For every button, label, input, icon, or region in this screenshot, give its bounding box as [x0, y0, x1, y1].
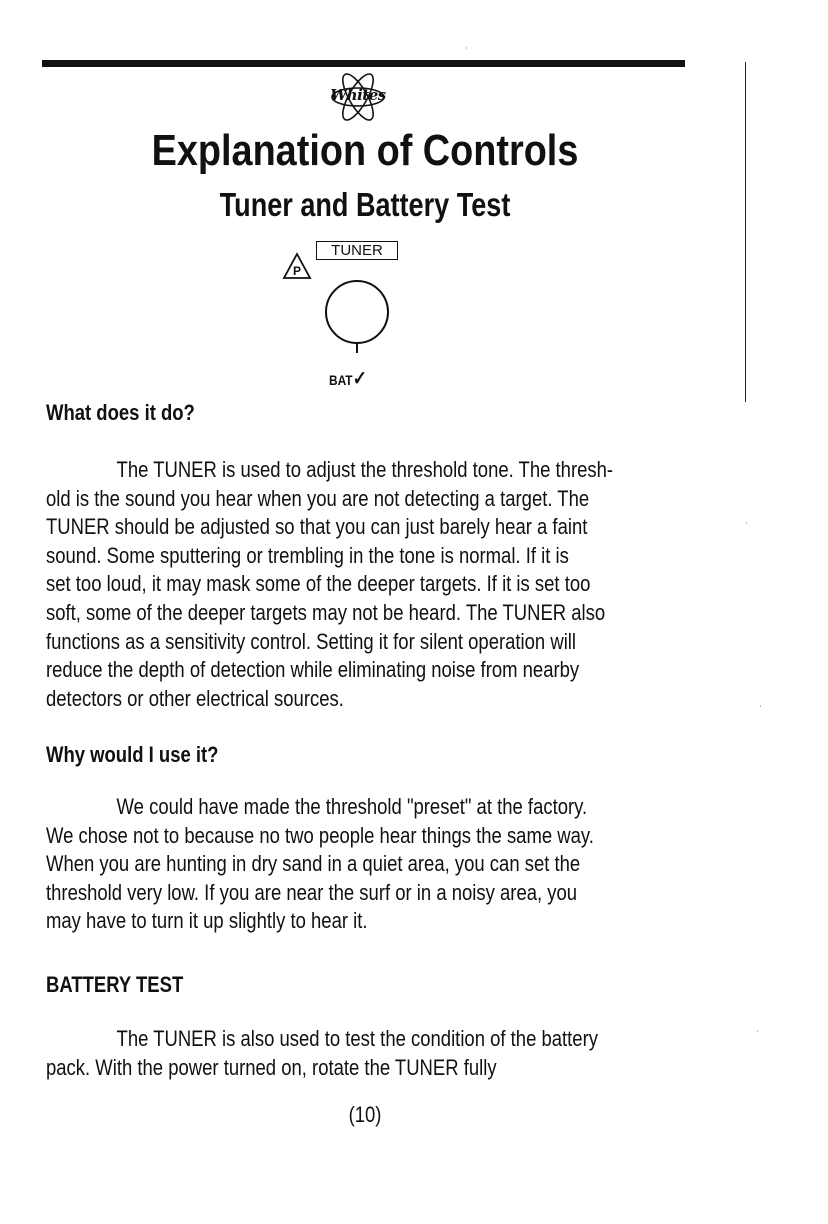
section-heading-what: What does it do?: [46, 400, 195, 425]
paragraph-why: [46, 793, 668, 936]
paragraph-line: We chose not to because no two people hear things the same way.: [46, 822, 594, 848]
paragraph-line: sound. Some sputtering or trembling in the tone is normal. If it is: [46, 542, 569, 568]
paragraph-line: set too loud, it may mask some of the deeper targets. If it is set too: [46, 571, 591, 597]
page-number: (10): [348, 1102, 382, 1127]
top-rule: [42, 60, 685, 67]
paragraph-what: [46, 456, 668, 713]
battery-label: [329, 366, 367, 391]
paragraph-line: threshold very low. If you are near the surf or in a noisy area, you: [46, 879, 578, 905]
section-heading-why: Why would I use it?: [46, 742, 219, 767]
paragraph-line: may have to turn it up slightly to hear it.: [46, 908, 368, 934]
section-heading-battery-test: BATTERY TEST: [46, 972, 184, 997]
scan-speck: [466, 47, 467, 49]
scan-speck: [760, 705, 761, 707]
paragraph-line: pack. With the power turned on, rotate the TUNER fully: [46, 1054, 497, 1080]
paragraph-battery-test: [46, 1025, 668, 1082]
scan-speck: [746, 522, 747, 524]
paragraph-line: reduce the depth of detection while eliminating noise from nearby: [46, 657, 580, 683]
preset-symbol: P: [292, 264, 302, 278]
brand-logo: [326, 72, 390, 122]
tuner-label: TUNER: [316, 241, 398, 260]
tuner-knob-diagram: [280, 238, 410, 390]
paragraph-line: functions as a sensitivity control. Setting it for silent operation will: [46, 628, 577, 654]
page-subtitle: Tuner and Battery Test: [219, 186, 511, 223]
binding-edge-rule: [745, 62, 746, 402]
paragraph-line: TUNER should be adjusted so that you can just barely hear a faint: [46, 514, 588, 540]
paragraph-line: soft, some of the deeper targets may not be heard. The TUNER also: [46, 599, 606, 625]
page-title: Explanation of Controls: [151, 126, 579, 175]
paragraph-line: The TUNER is used to adjust the threshold tone. The thresh-: [116, 457, 614, 482]
paragraph-line: old is the sound you hear when you are not detecting a target. The: [46, 485, 590, 511]
brand-logo-text: Whites: [330, 86, 386, 104]
check-mark-icon: ✓: [352, 368, 367, 390]
scan-speck: [757, 1030, 758, 1032]
preset-triangle-icon: [282, 252, 312, 280]
paragraph-line: When you are hunting in dry sand in a quiet area, you can set the: [46, 851, 581, 877]
paragraph-line: We could have made the threshold "preset" at the factory.: [116, 794, 588, 819]
paragraph-line: detectors or other electrical sources.: [46, 685, 344, 711]
paragraph-line: The TUNER is also used to test the condition of the battery: [116, 1026, 598, 1051]
battery-label-text: BAT: [329, 372, 353, 388]
